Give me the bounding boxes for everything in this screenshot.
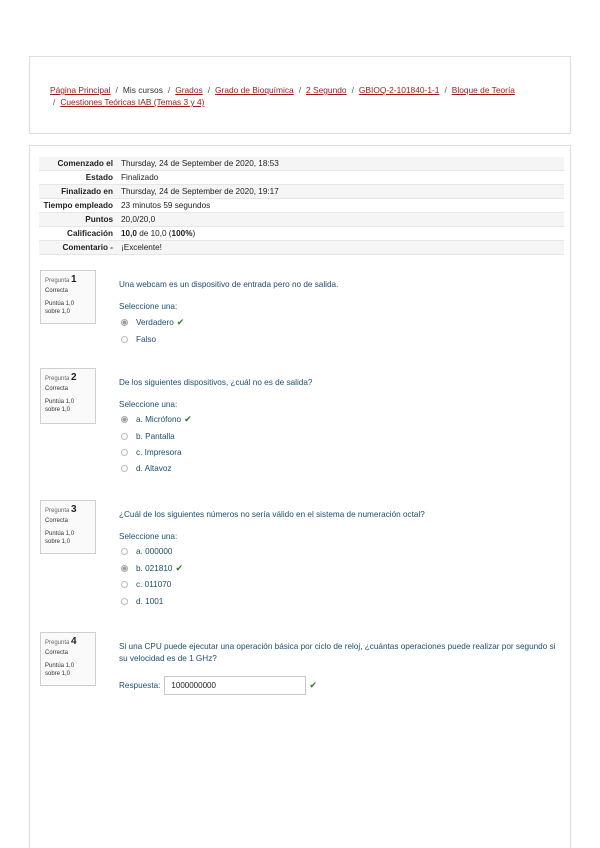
summary-label: Finalizado en: [61, 187, 113, 196]
option-label: c. 011070: [136, 579, 172, 589]
question-grade: Puntúa 1,0 sobre 1,0: [45, 531, 75, 545]
option-label: c. Impresora: [136, 447, 182, 457]
grade-score: 10,0: [121, 229, 137, 238]
breadcrumb-link-home[interactable]: Página Principal: [50, 85, 111, 95]
option-label: a. 000000: [136, 546, 173, 556]
question-4: [40, 632, 560, 702]
radio-button-checked[interactable]: [121, 319, 128, 326]
summary-label: Puntos: [85, 215, 113, 224]
question-grade: Puntúa 1,0 sobre 1,0: [45, 663, 75, 677]
question-3: [40, 500, 560, 610]
breadcrumb-separator: /: [444, 85, 447, 95]
summary-label: Calificación: [67, 229, 113, 238]
summary-value: Thursday, 24 de September de 2020, 19:17: [121, 187, 279, 196]
option-label: a. Micrófono: [136, 414, 182, 424]
summary-value: 20,0/20,0: [121, 215, 156, 224]
breadcrumb-separator: /: [115, 85, 118, 95]
question-info-box: [40, 632, 96, 686]
breadcrumb-separator: /: [167, 85, 171, 95]
option-a[interactable]: [121, 545, 172, 557]
summary-row-time: [39, 199, 564, 213]
option-label: d. Altavoz: [136, 463, 172, 473]
option-label: b. Pantalla: [136, 431, 175, 441]
radio-button[interactable]: [121, 598, 128, 605]
option-d[interactable]: [121, 462, 172, 474]
question-number: Pregunta 1: [45, 274, 77, 285]
summary-row-started: [39, 157, 564, 171]
check-icon: ✔: [175, 562, 183, 573]
option-d[interactable]: [121, 595, 163, 607]
radio-button[interactable]: [121, 336, 128, 343]
summary-value: [117, 227, 564, 241]
question-number: Pregunta 3: [45, 504, 77, 515]
breadcrumb-link-quiz[interactable]: Cuestiones Teóricas IAB (Temas 3 y 4): [60, 97, 205, 107]
option-b[interactable]: [121, 430, 175, 442]
breadcrumb-link-block[interactable]: Bloque de Teoría: [451, 85, 515, 95]
question-1: [40, 270, 560, 350]
answer-input[interactable]: 1000000000: [164, 676, 306, 695]
summary-row-points: [39, 213, 564, 227]
select-prompt: Seleccione una:: [119, 532, 178, 541]
summary-value: Finalizado: [121, 173, 159, 182]
summary-label: Comentario -: [62, 243, 113, 252]
grade-out-of: de 10,0 (: [136, 229, 172, 238]
quiz-review-card: [29, 145, 571, 848]
check-icon: ✔: [176, 316, 185, 327]
option-b[interactable]: [121, 562, 183, 574]
question-text: Una webcam es un dispositivo de entrada pero no de salida.: [119, 280, 339, 289]
select-prompt: Seleccione una:: [119, 400, 178, 409]
breadcrumb-separator: /: [53, 97, 56, 107]
summary-value: Thursday, 24 de September de 2020, 18:53: [121, 159, 279, 168]
option-c[interactable]: [121, 578, 171, 590]
radio-button[interactable]: [121, 465, 128, 472]
question-info-box: [40, 500, 96, 554]
breadcrumb: [50, 84, 550, 108]
summary-row-finished: [39, 185, 564, 199]
check-icon: ✔: [184, 413, 192, 424]
breadcrumb-link-degree[interactable]: Grado de Bioquímica: [215, 85, 294, 95]
radio-button[interactable]: [121, 449, 128, 456]
question-text: Si una CPU puede ejecutar una operación básica por ciclo de reloj, ¿cuántas operaciones puede realizar por segundo si su velocidad es de 1 GHz?: [119, 642, 556, 663]
summary-row-state: [39, 171, 564, 185]
grade-percent: 100%: [171, 229, 193, 238]
option-c[interactable]: [121, 446, 182, 458]
breadcrumb-separator: /: [207, 85, 211, 95]
radio-button-checked[interactable]: [121, 416, 128, 423]
option-falso[interactable]: [121, 333, 156, 345]
option-label: Falso: [136, 334, 157, 344]
breadcrumb-card: [29, 56, 571, 134]
breadcrumb-link-course[interactable]: GBIOQ-2-101840-1-1: [358, 85, 440, 95]
question-state: Correcta: [45, 288, 69, 294]
question-info-box: [40, 270, 96, 324]
summary-label: Comenzado el: [57, 159, 113, 168]
breadcrumb-item-my-courses: Mis cursos: [122, 85, 163, 95]
summary-label: Estado: [85, 173, 113, 182]
question-grade: Puntúa 1,0 sobre 1,0: [45, 301, 75, 315]
answer-row: [119, 676, 317, 695]
question-state: Correcta: [45, 518, 69, 524]
summary-label: Tiempo empleado: [43, 201, 113, 210]
question-number: Pregunta 2: [45, 372, 77, 383]
breadcrumb-link-year[interactable]: 2 Segundo: [306, 85, 347, 95]
question-2: [40, 368, 560, 478]
question-state: Correcta: [45, 386, 69, 392]
check-icon: ✔: [309, 680, 317, 690]
option-label: d. 1001: [136, 596, 164, 606]
question-text: ¿Cuál de los siguientes números no sería válido en el sistema de numeración octal?: [119, 510, 425, 519]
breadcrumb-separator: /: [351, 85, 354, 95]
summary-row-comment: [39, 241, 564, 255]
option-label: b. 021810: [136, 563, 173, 573]
radio-button[interactable]: [121, 581, 128, 588]
question-number: Pregunta 4: [45, 636, 77, 647]
breadcrumb-link-grados[interactable]: Grados: [175, 85, 203, 95]
radio-button-checked[interactable]: [121, 565, 128, 572]
question-info-box: [40, 368, 96, 424]
option-verdadero[interactable]: [121, 316, 184, 328]
radio-button[interactable]: [121, 548, 128, 555]
option-label: Verdadero: [136, 317, 174, 327]
summary-value: 23 minutos 59 segundos: [121, 201, 211, 210]
question-grade: Puntúa 1,0 sobre 1,0: [45, 399, 75, 413]
select-prompt: Seleccione una:: [119, 302, 178, 311]
answer-label: Respuesta:: [119, 681, 161, 690]
summary-value: ¡Excelente!: [121, 243, 162, 252]
question-state: Correcta: [45, 650, 69, 656]
attempt-summary-table: [39, 157, 564, 255]
question-text: De los siguientes dispositivos, ¿cuál no es de salida?: [119, 378, 313, 387]
grade-close: ): [192, 229, 196, 238]
summary-row-grade: [39, 227, 564, 241]
radio-button[interactable]: [121, 433, 128, 440]
breadcrumb-separator: /: [298, 85, 302, 95]
option-a[interactable]: [121, 413, 192, 425]
